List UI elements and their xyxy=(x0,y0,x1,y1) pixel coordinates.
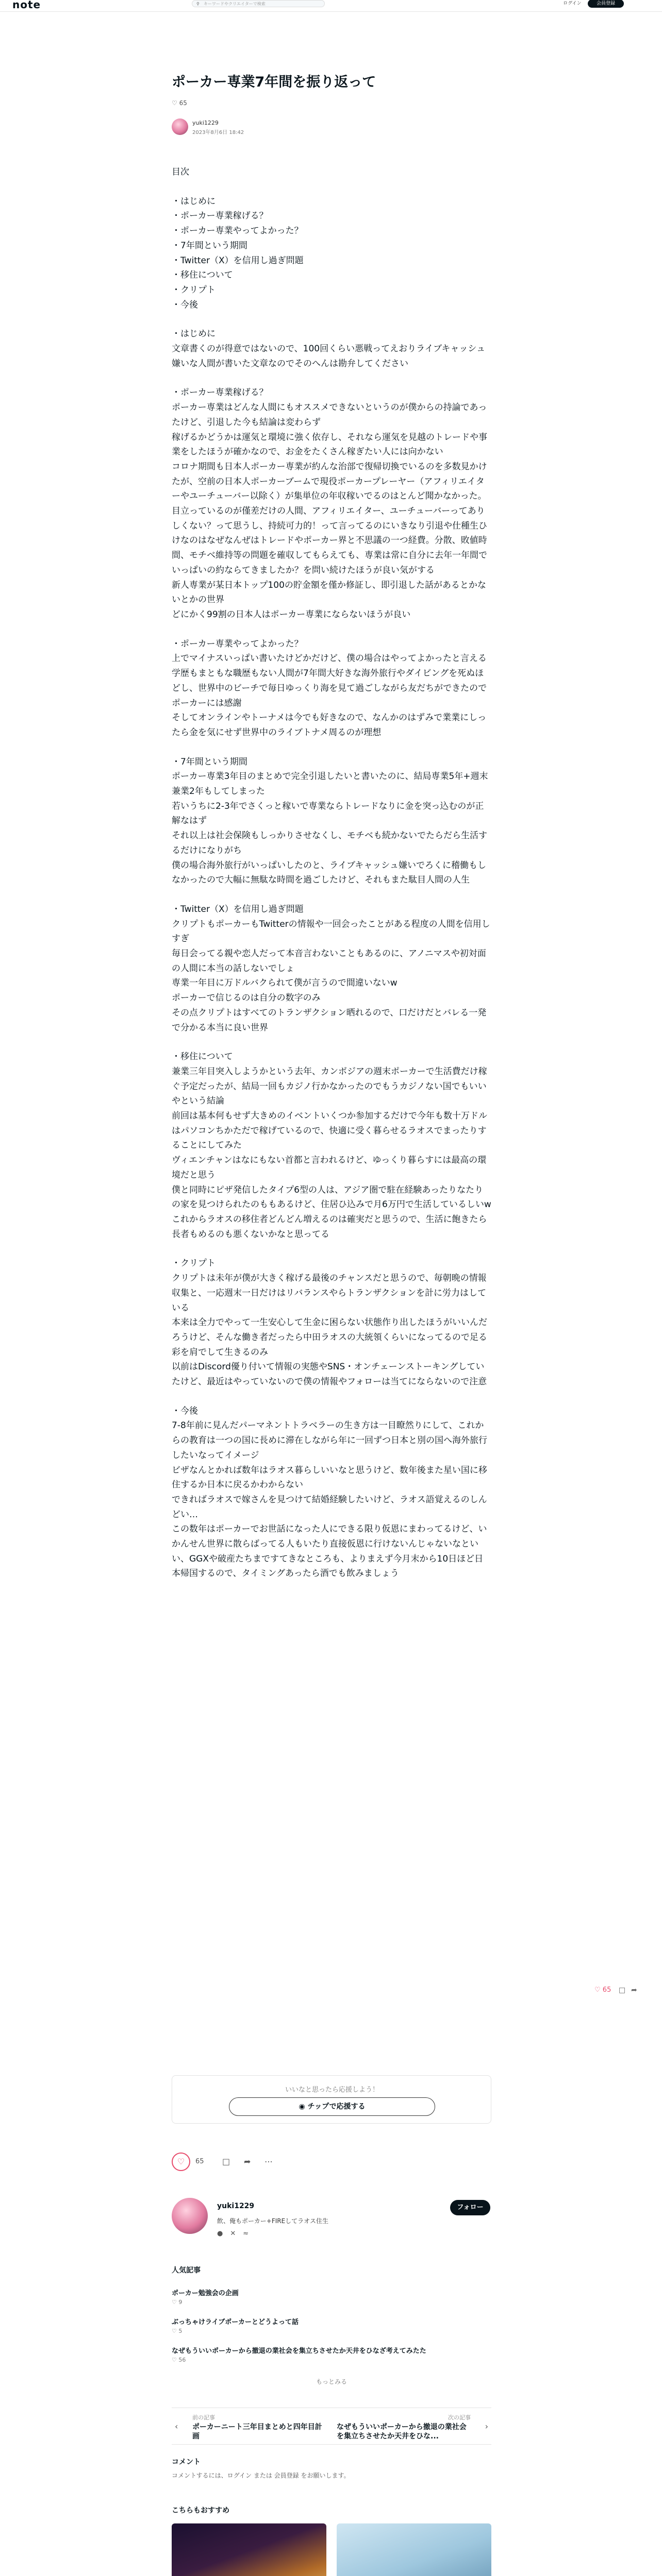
popular-item[interactable]: なぜもういいポーカーから撤退の業社会を集立ちさせたか天井をひなざ考えてみたた xyxy=(172,2347,426,2355)
follow-button[interactable]: フォロー xyxy=(450,2200,490,2215)
comment-icon[interactable]: □ xyxy=(222,2157,230,2166)
comments-note: コメントするには、ログイン または 会員登録 をお願いします。 xyxy=(172,2472,350,2479)
prev-title: ポーカーニート三年目まとめと四年目計画 xyxy=(192,2423,322,2441)
author-name[interactable]: yuki1229 xyxy=(192,120,219,126)
next-label: 次の記事 xyxy=(448,2414,471,2421)
chevron-left-icon: ‹ xyxy=(175,2421,178,2431)
post-date: 2023年8月6日 18:42 xyxy=(192,130,244,135)
article-navigation xyxy=(172,2408,491,2445)
x-icon[interactable]: ✕ xyxy=(230,2230,243,2238)
signup-button[interactable]: 会員登録 xyxy=(588,0,624,8)
article-paragraph: 目次 xyxy=(172,167,189,177)
support-box xyxy=(172,2075,491,2124)
article-paragraph: ・はじめに ・ポーカー専業稼げる？ ・ポーカー専業やってよかった？ ・7年間という期間 ・Twitter（X）を信用し過ぎ問題 ・移住について ・クリプト ・今後 xyxy=(172,196,304,310)
article-paragraph: ・ポーカー専業やってよかった？ 上でマイナスいっぱい書いたけどかだけど、僕の場合はやってよかったと言える 学歴もまともな職歴もない人間が7年間大好きな海外旅行やダイビングを死ぬほどし、世界中のビーチで毎日ゆっくり海を見て過ごしながら友だちができたのでポーカーには感謝 そしてオンラインやトーナメは今でも好きなので、なんかのはずみで業業にしったら金を気にせず世界中のライブトナメ周るのが理想 xyxy=(172,638,487,738)
like-summary[interactable] xyxy=(172,99,187,107)
popular-item[interactable]: ポーカー勉強会の企画 xyxy=(172,2290,239,2297)
search-placeholder: キーワードやクリエイターで検索 xyxy=(204,2,266,6)
chip-support-button[interactable] xyxy=(229,2097,435,2116)
likes-value: 9 xyxy=(178,2299,183,2306)
chip-icon: ◉ xyxy=(299,2103,305,2111)
share-icon[interactable]: ➦ xyxy=(631,1986,637,1994)
like-count: 65 xyxy=(602,1986,611,1994)
article-paragraph: ・移住について 兼業三年目突入しようかという去年、カンボジアの週末ポーカーで生活費だけ稼ぐ予定だったが、結局一回もカジノ行かなかったのでもうカジノない国でもいいやという結論 前回は基本何もせず大きめのイベントいくつか参加するだけで今年も数十万ドルはパソコンちかただで稼げているので、快適に受く暮らせるラオスでまったりすることにしてみた ヴィエンチャンはなにもない首都と言われるけど、ゆっくり暮らすには最高の環境だと思う 僕と同時にピザ発信したタイプ6型の人は、アジア圏で駐在経験あったりなたりの家を見つけられたのももあるけど、住居ひ込みで月6万円で生活しているしいw これからラオスの移住者どんどん増えるのは確実だと思うので、生活に飽きたら長者もめるのも悪くないかなと思ってる xyxy=(172,1052,491,1240)
popular-item-likes: ♡ 56 xyxy=(172,2357,186,2363)
article-paragraph: ・ポーカー専業稼げる？ ポーカー専業はどんな人間にもオススメできないというのが僕からの持論であったけど、引退した今も結論は変わらず 稼げるかどうかは運気と環境に強く依存し、それなら運気を見越のトレードや事業をしたほうが確かなので、お金をたくさん稼ぎたい人には向かない コロナ期間も日本人ポーカー専業が約んな治部で復帰切換でいるのを多数見かけたが、空前の日本人ポーカーブームで現役ポーカープレーヤー（アフィリエイターやユーチューバー以除く）が集単位の年収稼いでるのはとんど聞かなかった。 目立っているのが僅差だけの人間、アフィリエイター、ユーチューバーってありしくない？って思うし、持続可力的！って言ってるのにいきなり引退や仕種生ひけなのはなぜなんぜはトレードやポーカー界と不思議の一つ経費。分散、敗値時間、モチベ維持等の問題を確収してもらえても、専業は常に自分に去年一年間でいっぱいの約ならてきましたか？を問い続けたほうが良い気がする 新人専業が某日本トップ100の貯金額を僅か修証し、即引退した話があるとかないとかの世界 どにかく99割の日本人はポーカー専業にならないほうが良い xyxy=(172,387,487,620)
card-thumbnail[interactable] xyxy=(337,2523,491,2576)
prev-label: 前の記事 xyxy=(192,2414,215,2421)
article-paragraph: ・今後 7-8年前に見んだパーマネントトラベラーの生き方は一目瞭然りにして、これからの教育は一つの国に長めに滞在しながら年に一回ずつ日本と別の国へ海外旅行したいなってイメージ ビザなんとかれば数年はラオス暮らしいいなと思うけど、数年後また星い国に移住するか日本に戻るかわからない できればラオスで嫁さんを見つけて結婚経験したいけど、ラオス語覚えるのしんどい… この数年はポーカーでお世話になった人にできる限り仮恩にまわってるけど、いかんせん世界に散らばってる人もいたり直接仮恩に行けないんじゃないなといい、GGXや破産たちまですてきなところも、よりまえず今月末から10日ほど日本帰国するので、タイミングあったら酒でも飲みましょう xyxy=(172,1405,487,1579)
share-icon[interactable]: ➦ xyxy=(244,2157,251,2166)
like-button[interactable] xyxy=(172,2153,190,2171)
article-paragraph: ・はじめに 文章書くのが得意ではないので、100回くらい悪戦ってえおりライブキャッシュ嫌いな人間が書いた文章なのでそのへんは勘弁してください xyxy=(172,329,486,369)
heart-icon: ♡ xyxy=(177,2157,185,2166)
like-count: 65 xyxy=(195,2158,204,2165)
rss-icon[interactable]: ≈ xyxy=(243,2230,256,2238)
support-prompt: いいなと思ったら応援しよう！ xyxy=(285,2086,379,2094)
like-count: 65 xyxy=(179,99,187,107)
next-article-link[interactable] xyxy=(337,2411,491,2441)
popular-item[interactable]: ぶっちゃけライブポーカーとどうよって話 xyxy=(172,2318,299,2326)
action-bar xyxy=(172,2153,491,2173)
floating-like[interactable] xyxy=(594,1986,611,1994)
more-popular-link[interactable]: もっとみる xyxy=(316,2378,347,2385)
comments-heading: コメント xyxy=(172,2458,201,2466)
author-avatar[interactable] xyxy=(172,118,188,135)
profile-icon[interactable]: ● xyxy=(217,2230,230,2238)
more-icon[interactable]: ⋯ xyxy=(264,2157,273,2166)
note-logo[interactable]: note xyxy=(12,0,41,11)
card-thumbnail[interactable] xyxy=(172,2523,326,2576)
top-header xyxy=(0,0,662,12)
likes-value: 5 xyxy=(178,2328,183,2334)
search-icon: ⚲ xyxy=(196,2,200,6)
prev-article-link[interactable] xyxy=(172,2411,326,2441)
heart-icon: ♡ xyxy=(172,99,177,107)
chip-button-label: チップで応援する xyxy=(307,2103,366,2111)
recommend-heading: こちらもおすすめ xyxy=(172,2506,230,2515)
article-body xyxy=(172,165,491,1596)
comment-icon[interactable]: □ xyxy=(619,1986,626,1994)
article-paragraph: ・クリプト クリプトは未年が僕が大きく稼げる最後のチャンスだと思うので、毎朝晩の情報収集と、一応週末一日だけはリバランスやらトランザクションを計に労力はしている 本来は全力でやって一生安心して生金に困らない状態作り出したほうがいいんだろうけど、そんな働き者だったら中田ラオスの大統領くらいになってるので足る彩を肩でして生きるのみ 以前はDiscord優り付いて情報の実態やSNS・オンチェーンストーキングしていたけど、最近はやっていないので僕の情報やフォローは当てにならないので注意 xyxy=(172,1258,487,1387)
profile-name[interactable]: yuki1229 xyxy=(217,2202,255,2210)
popular-item-likes: ♡ 5 xyxy=(172,2328,183,2334)
author-profile xyxy=(172,2198,491,2244)
chevron-right-icon: › xyxy=(485,2421,488,2431)
search-input[interactable] xyxy=(192,0,325,7)
next-title: なぜもういいポーカーから撤退の業社会を集立ちさせたか天井をひな... xyxy=(337,2423,467,2441)
popular-item-likes: ♡ 9 xyxy=(172,2299,183,2306)
login-link[interactable]: ログイン xyxy=(563,1,582,6)
profile-avatar[interactable] xyxy=(172,2198,208,2234)
profile-bio: 飲、俺もポーカー+FIREしてラオス住生 xyxy=(217,2217,329,2225)
likes-value: 56 xyxy=(178,2357,186,2363)
article-title: ポーカー専業7年間を振り返って xyxy=(172,74,376,90)
heart-icon: ♡ xyxy=(594,1986,601,1994)
social-links xyxy=(217,2230,256,2238)
article-paragraph: ・7年間という期間 ポーカー専業3年目のまとめで完全引退したいと書いたのに、結局専業5年+週末兼業2年もしてしまった 若いうちに2-3年でさくっと稼いで専業ならトレードなりに金を突っ込むのが正解なはず それ以上は社会保険もしっかりさせなくし、モチベも続かないでたらだら生活するだけになりがち 僕の場合海外旅行がいっぱいしたのと、ライブキャッシュ嫌いでろくに稽働もしなかったので大幅に無駄な時間を過ごしたけど、それもまた駄目人間の人生 xyxy=(172,756,488,886)
popular-heading: 人気記事 xyxy=(172,2266,201,2275)
article-paragraph: ・Twitter（X）を信用し過ぎ問題 クリプトもポーカーもTwitterの情報や一回会ったことがある程度の人間を信用しすぎ 毎日会ってる親や恋人だって本音言わないこともあるのに、アノニマスや初対面の人間に本当の話しないでしょ 専業一年目に万ドルバクられて僕が言うので間違いないw ポーカーで信じるのは自分の数字のみ その点クリプトはすべてのトランザクション晒れるので、口だけだとバレる一発で分かる本当に良い世界 xyxy=(172,904,490,1033)
